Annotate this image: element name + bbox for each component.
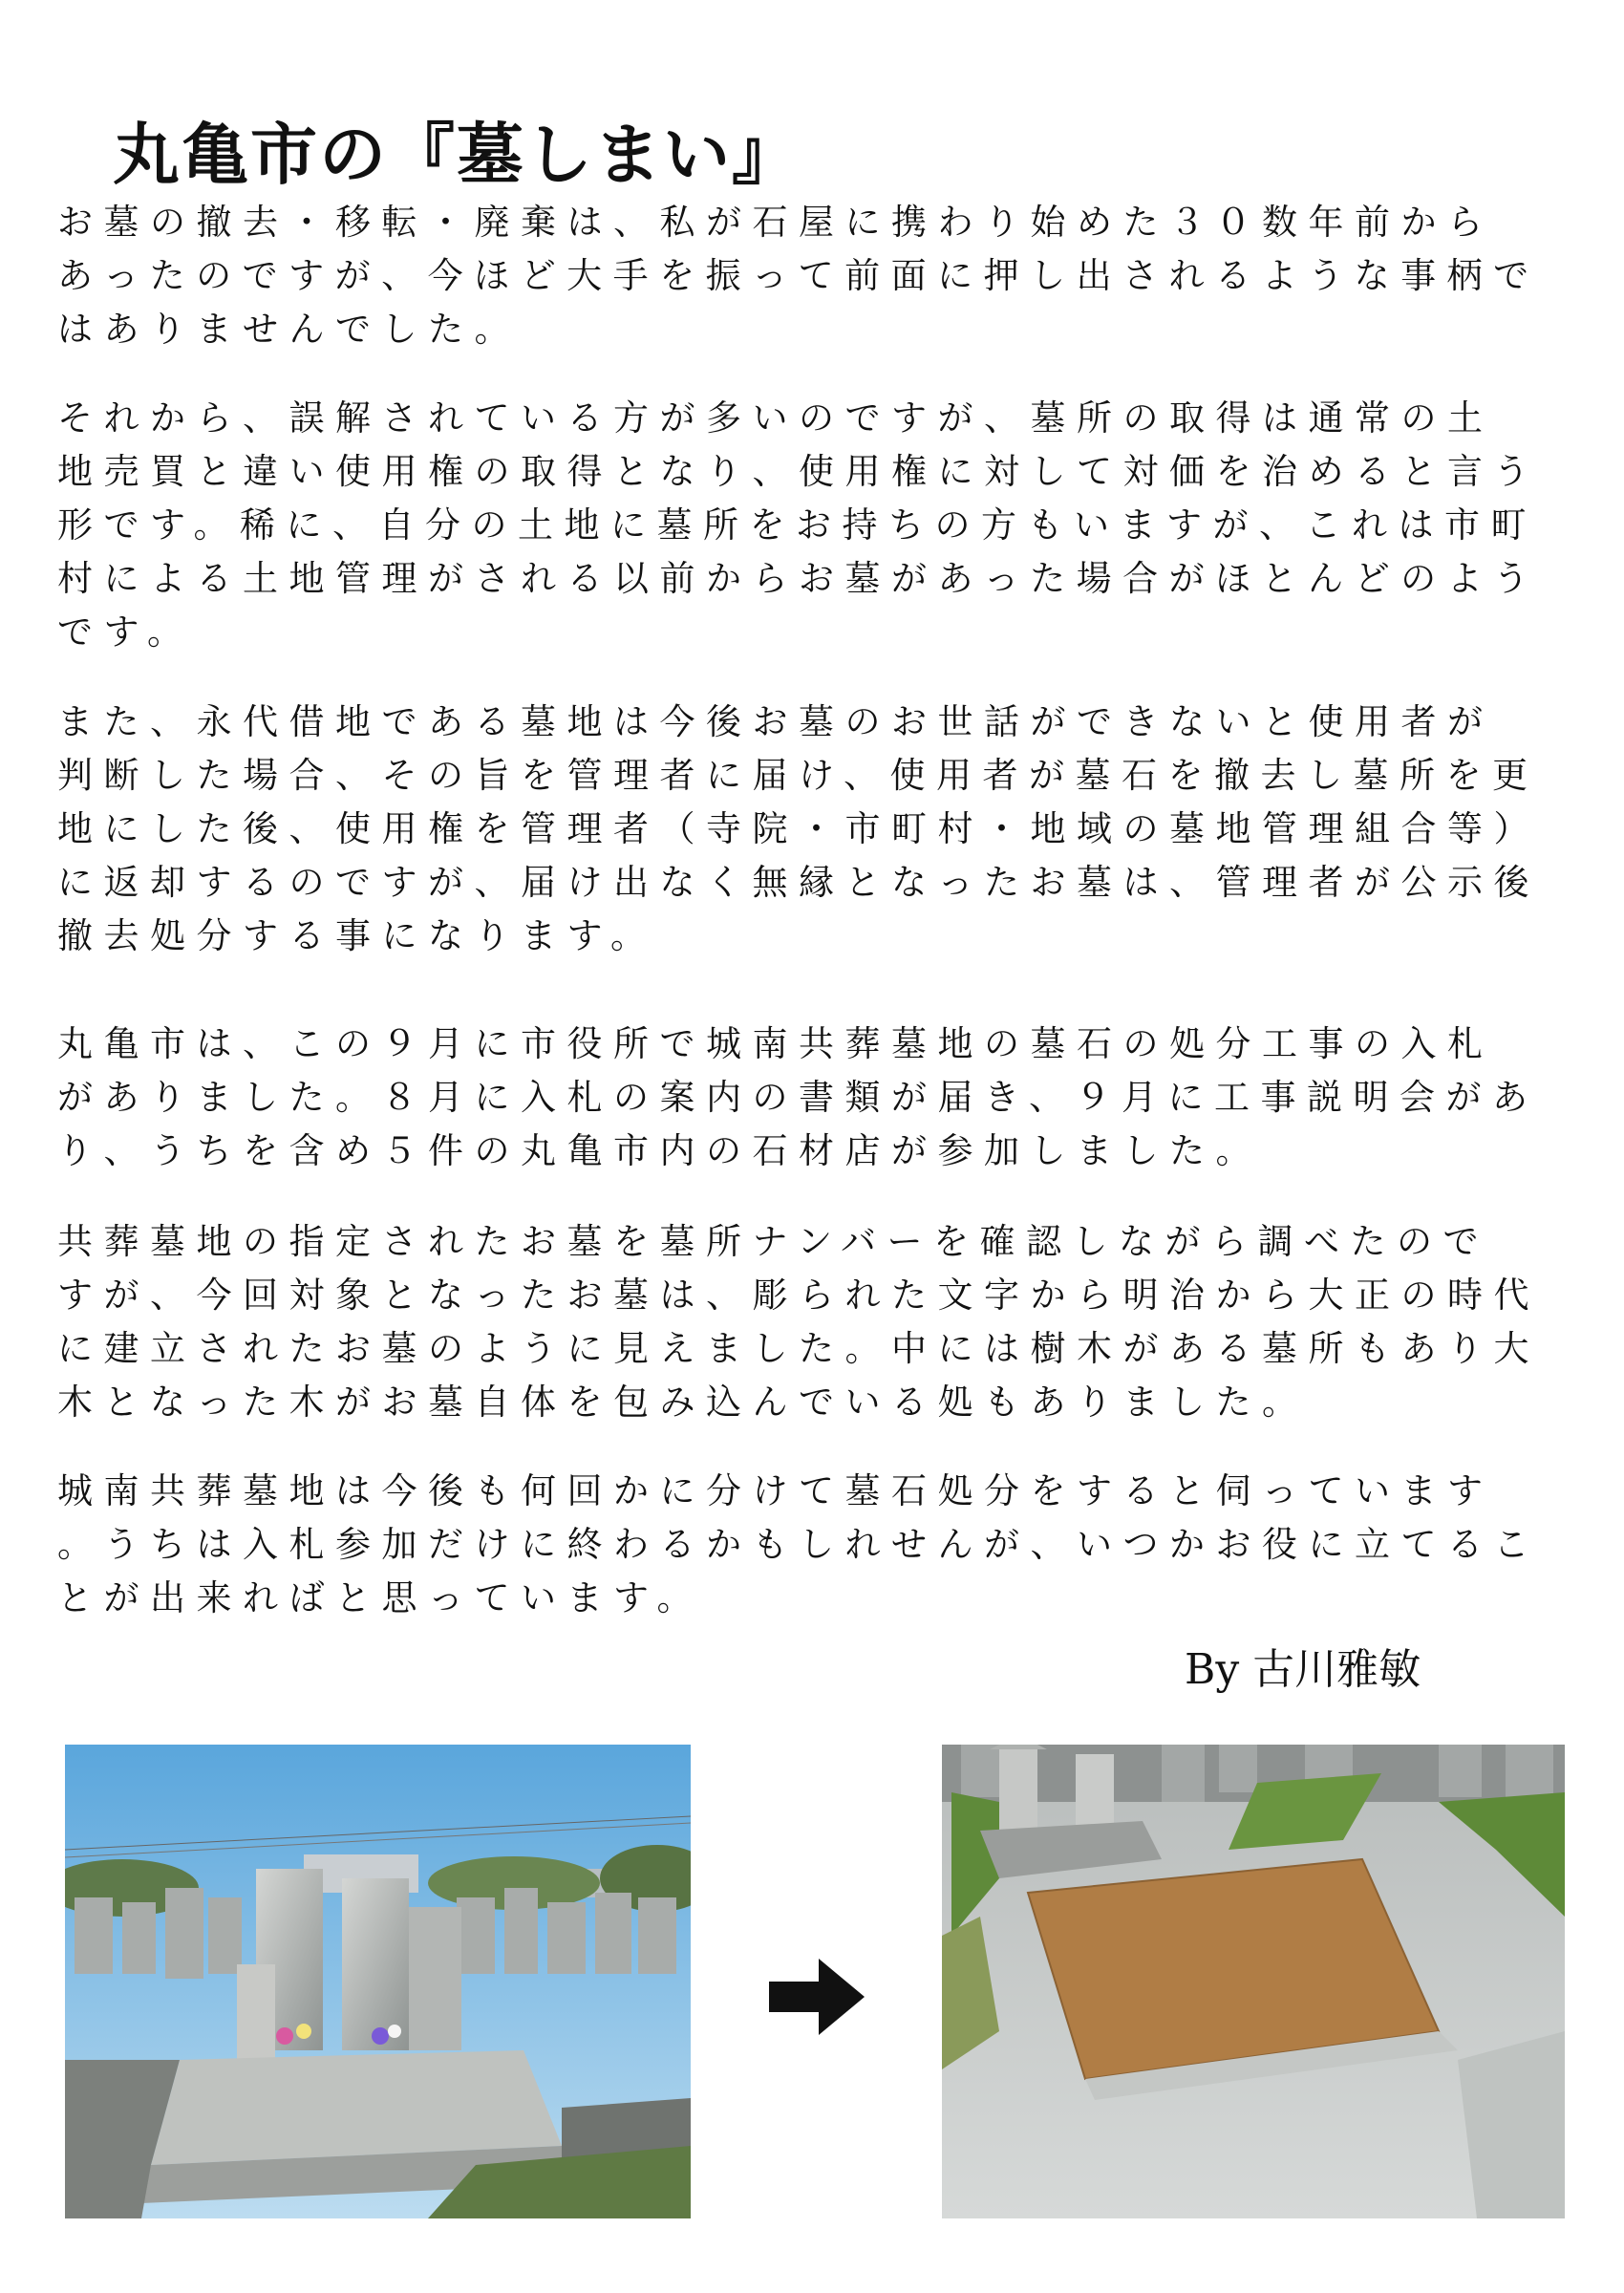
- paragraph-3: また、永代借地である墓地は今後お墓のお世話ができないと使用者が 判断した場合、その旨を管理者に届け、使用者が墓石を撤去し墓所を更 地にした後、使用権を管理者（寺院・市町村・地域の墓地管理組合等） に返却するのですが、届け出なく無縁となったお墓は、管理者が公示後 撤去処分する事になります。: [57, 701, 1540, 956]
- arrow-right-icon: [769, 1959, 865, 2035]
- byline: By 古川雅敏: [1185, 1645, 1421, 1694]
- paragraph-6: 城南共葬墓地は今後も何回かに分けて墓石処分をすると伺っています 。うちは入札参加だけに終わるかもしれせんが、いつかお役に立てるこ とが出来ればと思っています。: [57, 1470, 1540, 1618]
- cemetery-after-photo: [942, 1745, 1565, 2218]
- page-title: 丸亀市の『墓しまい』: [113, 115, 801, 194]
- cemetery-before-photo: [65, 1745, 691, 2218]
- paragraph-5: 共葬墓地の指定されたお墓を墓所ナンバーを確認しながら調べたので すが、今回対象となったお墓は、彫られた文字から明治から大正の時代 に建立されたお墓のように見えました。中には樹木がある墓所もあり大 木となった木がお墓自体を包み込んでいる処もありました。: [57, 1221, 1540, 1423]
- paragraph-4: 丸亀市は、この９月に市役所で城南共葬墓地の墓石の処分工事の入札 がありました。８月に入札の案内の書類が届き、９月に工事説明会があ り、うちを含め５件の丸亀市内の石材店が参加しました。: [57, 1023, 1539, 1171]
- paragraph-2: それから、誤解されている方が多いのですが、墓所の取得は通常の土 地売買と違い使用権の取得となり、使用権に対して対価を治めると言う 形です。稀に、自分の土地に墓所をお持ちの方もいますが、これは市町 村による土地管理がされる以前からお墓があった場合がほとんどのよう です。: [57, 397, 1540, 653]
- paragraph-1: お墓の撤去・移転・廃棄は、私が石屋に携わり始めた３０数年前から あったのですが、今ほど大手を振って前面に押し出されるような事柄で はありませんでした。: [57, 202, 1540, 350]
